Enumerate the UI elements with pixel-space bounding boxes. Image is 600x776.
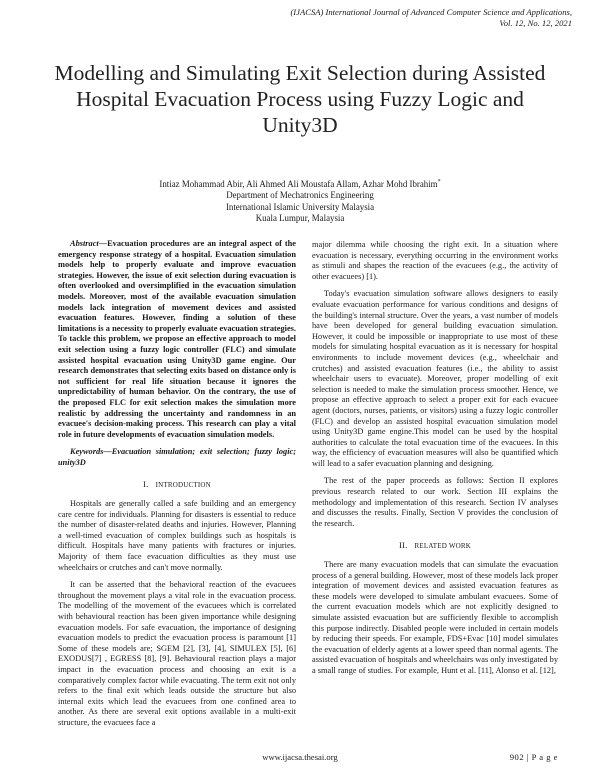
right-column [312,240,558,677]
journal-header [290,7,572,29]
paragraph: Hospitals are generally called a safe building and an emergency care centre for individuals. Planning for disasters is essential to reduce the number of disaster-related deaths and injuries. However, Planning a well-timed evacuation of complex buildings such as hospitals is difficult. Hospitals have many patients with fractures or injuries. Majority of them face evacuation difficulties as they must use wheelchairs or crutches and can't move normally. [58,499,296,572]
journal-volume: Vol. 12, No. 12, 2021 [499,18,572,28]
corresponding-mark: * [437,179,441,185]
paragraph: There are many evacuation models that can simulate the evacuation process of a general building. However, most of these models lack proper integration of movement devices and assisted evacuation features as these models were developed to simulate ambulant evacuees. Some of the current evacuation models which are not explicitly designed to simulate assisted evacuation but are sufficiently flexible to accomplish this purpose indirectly. Disabled people were included in certain models by reducing their speeds. For example, FDS+Evac [10] model simulates the evacuation of elderly agents at a lower speed than normal agents. The assisted evacuation of hospitals and wheelchairs was only investigated by a small range of studies. For example, Hunt et al. [11], Alonso et al. [12], [312,560,558,675]
left-column [58,239,296,729]
page-number: 902 | P a g e [509,752,558,762]
keywords-text: —Evacuation simulation; exit selection; fuzzy logic; unity3D [58,447,296,467]
author-university: International Islamic University Malaysia [225,201,375,212]
author-location: Kuala Lumpur, Malaysia [255,213,345,224]
author-department: Department of Mechatronics Engineering [226,190,374,201]
abstract-label: Abstract [70,239,99,248]
paragraph: major dilemma while choosing the right exit. In a situation where evacuation is necessary, everything occurring in the environment works as stimuli and shapes the reaction of the evacuees (e.g., the activity of other evacuees) [1). [312,240,558,281]
abstract-text: —Evacuation procedures are an integral aspect of the emergency response strategy of a hospital. Evacuation simulation models help to properly evaluate and improve evacuation strategies. However, the issue of exit selection during evacuation is often overlooked and oversimplified in the evacuation simulation models. Moreover, most of the available evacuation simulation models lack integration of movement devices and assisted evacuation features. However, finding a solution of these limitations is a necessity to properly evaluate evacuation strategies. To tackle this problem, we propose an effective approach to model exit selection using a fuzzy logic controller (FLC) and simulate assisted hospital evacuation using Unity3D game engine. Our research demonstrates that selecting exits based on distance only is not sufficient for real life situation because it ignores the unpredictability of human behavior. On the contrary, the use of the proposed FLC for exit selection makes the simulation more realistic by addressing the uncertainty and randomness in an evacuee's decision-making process. This research can play a vital role in future developments of evacuation simulation models. [58,239,296,439]
paper-title: Modelling and Simulating Exit Selection during Assisted Hospital Evacuation Process using Fuzzy Logic and Unity3D [54,61,546,137]
keywords-label: Keywords [70,447,104,457]
section-heading-related-work: II. RELATED WORK [398,540,472,551]
paragraph: It can be asserted that the behavioral reaction of the evacuees throughout the movement plays a vital role in the evacuation process. The modelling of the movement of the evacuees which is correlated with behavioural reaction has been given importance while designing evacuation models. For safe evacuation, the importance of designing evacuation models to predict the evacuation process is paramount [1] Some of these models are; SGEM [2], [3], [4], SIMULEX [5], [6] EXODUS[7] , EGRESS [8], [9]. Behavioural reaction plays a major impact in the evacuation process and choosing an exit is a comparatively complex factor while evacuating. The term exit not only refers to the final exit which leads outside the structure but also internal exits which lead the evacuees from one confined area to another. As there are several exit options available in a multi-exit structure, the evacuees face a [58,580,296,727]
author-block [40,177,560,225]
author-names: Intiaz Mohammad Abir, Ali Ahmed Ali Moustafa Allam, Azhar Mohd Ibrahim* [159,178,441,189]
abstract [58,239,296,440]
keywords [58,447,296,468]
journal-name: (IJACSA) International Journal of Advanced Computer Science and Applications, [290,7,572,17]
footer-url: www.ijacsa.thesai.org [262,752,338,762]
paragraph: The rest of the paper proceeds as follows: Section II explores previous research related to our work. Section III explains the methodology and implementation of this research. Section IV analyses and discusses the results. Finally, Section V provides the conclusion of the research. [312,476,558,528]
paragraph: Today's evacuation simulation software allows designers to easily evaluate evacuation performance for various conditions and designs of the building's internal structure. Over the years, a vast number of models have been developed for general building evacuation simulation. However, it could be impossible or inappropriate to use most of these models for simulating hospital evacuation as it is necessary for hospital environments to include movement devices (e.g., wheelchair and crutches) and assisted evacuation features (i.e., the ability to assist wheelchair users to evacuate). Moreover, proper modelling of exit selection is needed to make the simulation process smoother. Hence, we propose an effective approach to select a proper exit for each evacuee agent (doctors, nurses, patients, or visitors) using a fuzzy logic controller (FLC) and develop an assisted hospital evacuation simulation model using Unity3D game engine.This model can be used by the hospital authorities to calculate the total evacuation time of the evacuees. In this way, the efficiency of evacuation measures will also be quantified which will lead to a safer evacuation planning and designing. [312,289,558,468]
section-heading-introduction: I. INTRODUCTION [143,479,211,490]
